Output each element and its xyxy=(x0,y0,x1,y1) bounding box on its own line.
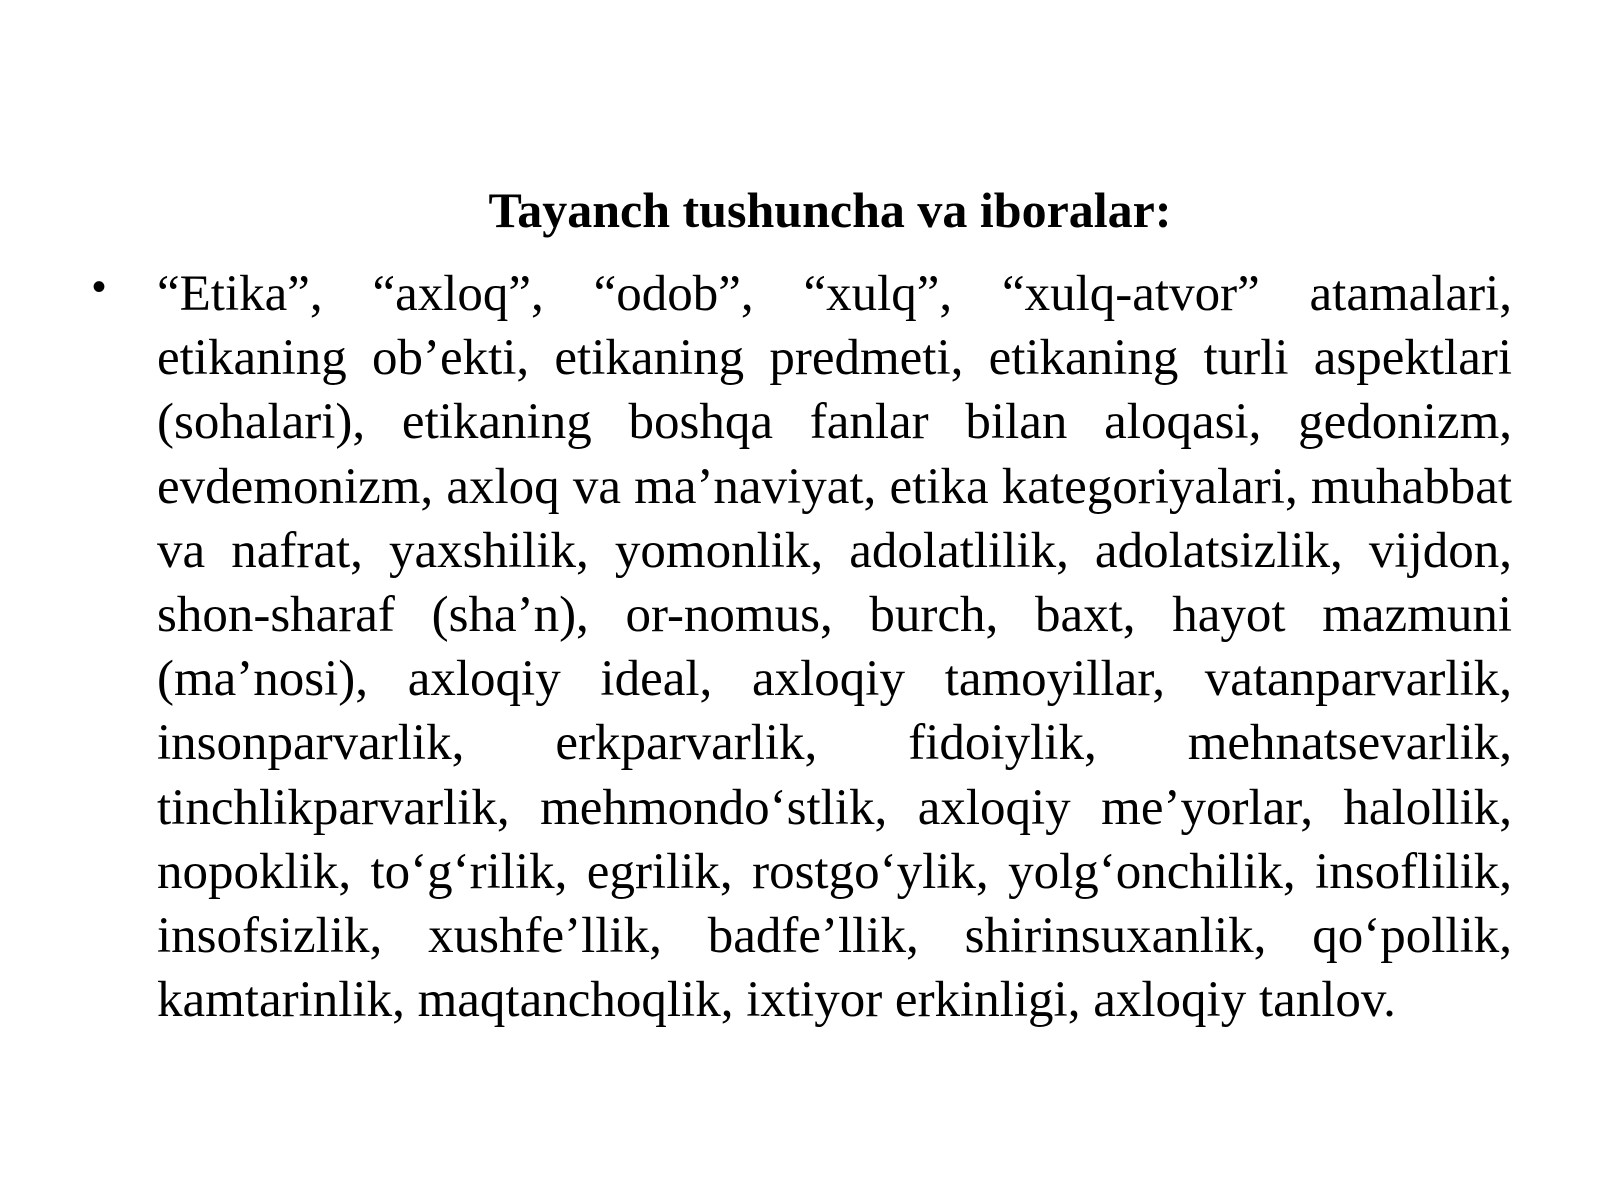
bullet-list xyxy=(92,262,1512,1032)
slide-title: Tayanch tushuncha va iboralar: xyxy=(488,182,1172,238)
bullet-marker: • xyxy=(92,265,107,309)
list-item xyxy=(92,262,1512,1032)
bullet-text: “Etika”, “axloq”, “odob”, “xulq”, “xulq-atvor” atamalari, etikaning ob’ekti, etikaning predmeti, etikaning turli aspektlari (sohalari), etikaning boshqa fanlar bilan aloqasi, gedonizm, evdemonizm, axloq va ma’naviyat, etika kategoriyalari, muhabbat va nafrat, yaxshilik, yomonlik, adolatlilik, adolatsizlik, vijdon, shon-sharaf (sha’n), or-nomus, burch, baxt, hayot mazmuni (ma’nosi), axloqiy ideal, axloqiy tamoyillar, vatanparvarlik, insonparvarlik, erkparvarlik, fidoiylik, mehnatsevarlik, tinchlikparvarlik, mehmondo‘stlik, axloqiy me’yorlar, halollik, nopoklik, to‘g‘rilik, egrilik, rostgo‘ylik, yolg‘onchilik, insoflilik, insofsizlik, xushfe’llik, badfe’llik, shirinsuxanlik, qo‘pollik, kamtarinlik, maqtanchoqlik, ixtiyor erkinligi, axloqiy tanlov. xyxy=(157,266,1512,1029)
